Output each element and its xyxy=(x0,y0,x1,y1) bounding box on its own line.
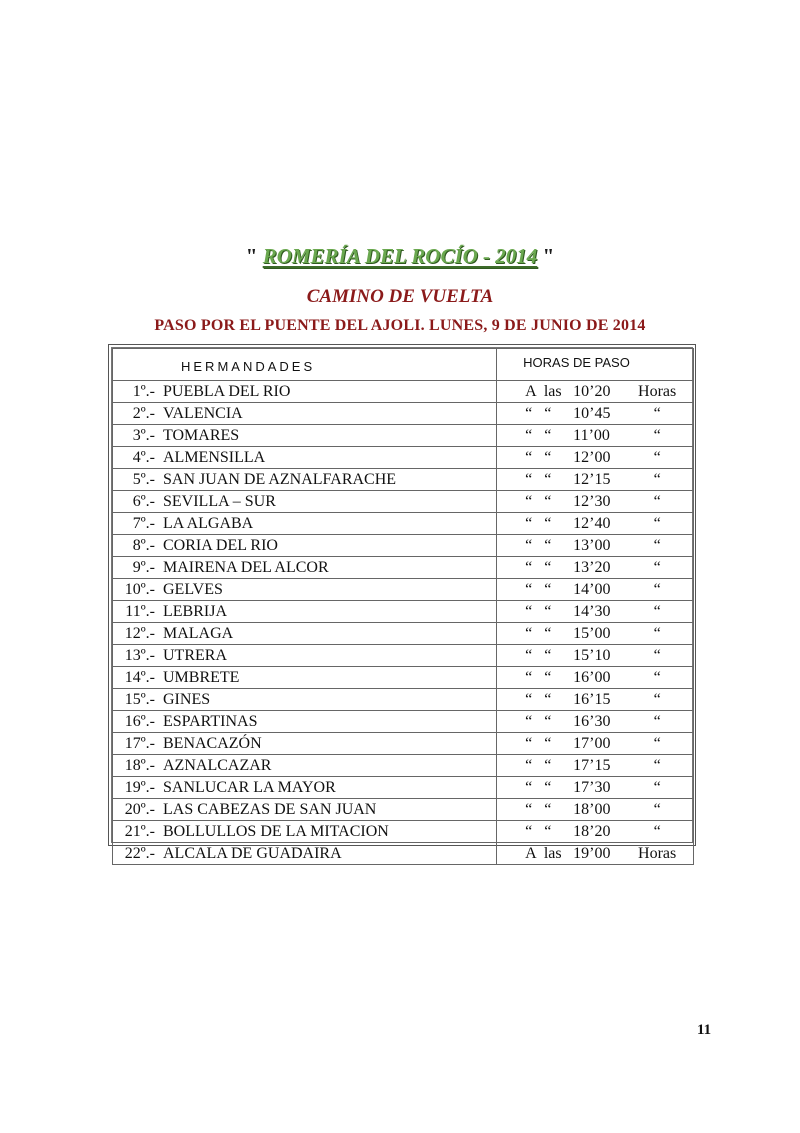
table-row xyxy=(113,557,694,579)
time-value: 16’15 xyxy=(573,690,611,708)
document-subtitle: CAMINO DE VUELTA xyxy=(306,286,494,307)
time-prefix: “ “ xyxy=(525,514,552,532)
row-number: 15º.- xyxy=(124,690,155,708)
table-row xyxy=(113,513,694,535)
row-number: 3º.- xyxy=(132,426,155,444)
page-number: 11 xyxy=(697,1022,712,1038)
title-quote-close: " xyxy=(542,244,555,268)
time-cell xyxy=(497,843,694,865)
hermandad-name: UMBRETE xyxy=(163,668,240,686)
title-text: ROMERÍA DEL ROCÍO - 2014 xyxy=(262,244,538,268)
time-prefix: “ “ xyxy=(525,470,552,488)
row-number: 7º.- xyxy=(132,514,155,532)
time-value: 13’20 xyxy=(573,558,611,576)
hermandad-cell xyxy=(113,777,497,799)
time-suffix: “ xyxy=(653,668,661,686)
row-number: 16º.- xyxy=(124,712,155,730)
hermandad-cell xyxy=(113,601,497,623)
time-cell xyxy=(497,557,694,579)
hermandad-cell xyxy=(113,755,497,777)
time-value: 12’30 xyxy=(573,492,611,510)
time-prefix: A las xyxy=(525,382,562,400)
time-value: 14’00 xyxy=(573,580,611,598)
row-number: 9º.- xyxy=(132,558,155,576)
time-prefix: “ “ xyxy=(525,690,552,708)
hermandad-name: SANLUCAR LA MAYOR xyxy=(163,778,336,796)
table-row xyxy=(113,711,694,733)
table-row xyxy=(113,601,694,623)
time-value: 10’20 xyxy=(573,382,611,400)
time-value: 15’10 xyxy=(573,646,611,664)
time-prefix: “ “ xyxy=(525,536,552,554)
time-suffix: “ xyxy=(653,602,661,620)
time-value: 18’00 xyxy=(573,800,611,818)
hermandad-cell xyxy=(113,447,497,469)
row-number: 11º.- xyxy=(125,602,155,620)
time-cell xyxy=(497,403,694,425)
time-cell xyxy=(497,645,694,667)
header-hermandades: HERMANDADES xyxy=(181,359,316,374)
hermandad-cell xyxy=(113,425,497,447)
row-number: 10º.- xyxy=(124,580,155,598)
hermandad-cell xyxy=(113,799,497,821)
time-value: 17’30 xyxy=(573,778,611,796)
table-row xyxy=(113,821,694,843)
time-cell xyxy=(497,579,694,601)
time-value: 17’15 xyxy=(573,756,611,774)
time-prefix: “ “ xyxy=(525,558,552,576)
hermandad-name: VALENCIA xyxy=(163,404,243,422)
header-horas-de-paso: HORAS DE PASO xyxy=(523,355,630,370)
time-prefix: “ “ xyxy=(525,646,552,664)
table-row xyxy=(113,645,694,667)
hermandad-cell xyxy=(113,843,497,865)
time-prefix: “ “ xyxy=(525,580,552,598)
table-row xyxy=(113,777,694,799)
time-suffix: “ xyxy=(653,514,661,532)
table-row xyxy=(113,623,694,645)
row-number: 2º.- xyxy=(132,404,155,422)
hermandad-cell xyxy=(113,667,497,689)
hermandad-name: LA ALGABA xyxy=(163,514,254,532)
time-value: 13’00 xyxy=(573,536,611,554)
hermandad-name: ALCALA DE GUADAIRA xyxy=(163,844,342,862)
hermandad-cell xyxy=(113,711,497,733)
table-row xyxy=(113,667,694,689)
time-cell xyxy=(497,623,694,645)
table-row xyxy=(113,755,694,777)
time-cell xyxy=(497,777,694,799)
row-number: 19º.- xyxy=(124,778,155,796)
row-number: 5º.- xyxy=(132,470,155,488)
table-row xyxy=(113,381,694,403)
time-cell xyxy=(497,447,694,469)
time-cell xyxy=(497,491,694,513)
time-value: 19’00 xyxy=(573,844,611,862)
time-value: 10’45 xyxy=(573,404,611,422)
hermandad-cell xyxy=(113,733,497,755)
time-value: 15’00 xyxy=(573,624,611,642)
time-cell xyxy=(497,689,694,711)
time-prefix: “ “ xyxy=(525,668,552,686)
hermandad-cell xyxy=(113,579,497,601)
time-cell xyxy=(497,711,694,733)
row-number: 4º.- xyxy=(132,448,155,466)
time-prefix: “ “ xyxy=(525,778,552,796)
time-cell xyxy=(497,821,694,843)
header-horas-cell xyxy=(497,349,694,381)
time-suffix: “ xyxy=(653,756,661,774)
hermandad-name: LEBRIJA xyxy=(163,602,227,620)
hermandad-name: TOMARES xyxy=(163,426,240,444)
time-suffix: “ xyxy=(653,690,661,708)
time-prefix: “ “ xyxy=(525,624,552,642)
table-row xyxy=(113,469,694,491)
time-suffix: “ xyxy=(653,426,661,444)
time-suffix: “ xyxy=(653,536,661,554)
hermandad-cell xyxy=(113,623,497,645)
row-number: 8º.- xyxy=(132,536,155,554)
time-prefix: “ “ xyxy=(525,404,552,422)
time-cell xyxy=(497,425,694,447)
time-cell xyxy=(497,535,694,557)
hermandad-name: CORIA DEL RIO xyxy=(163,536,278,554)
time-suffix: “ xyxy=(653,404,661,422)
document-title xyxy=(0,243,800,269)
row-number: 13º.- xyxy=(124,646,155,664)
time-suffix: “ xyxy=(653,800,661,818)
hermandad-name: UTRERA xyxy=(163,646,227,664)
time-cell xyxy=(497,513,694,535)
time-suffix: “ xyxy=(653,448,661,466)
time-suffix: Horas xyxy=(638,382,677,400)
time-prefix: “ “ xyxy=(525,712,552,730)
row-number: 21º.- xyxy=(124,822,155,840)
hermandad-cell xyxy=(113,403,497,425)
time-suffix: “ xyxy=(653,580,661,598)
time-suffix: “ xyxy=(653,492,661,510)
hermandad-name: GELVES xyxy=(163,580,223,598)
time-prefix: “ “ xyxy=(525,448,552,466)
time-prefix: “ “ xyxy=(525,492,552,510)
time-value: 16’30 xyxy=(573,712,611,730)
hermandad-name: MALAGA xyxy=(163,624,234,642)
hermandad-cell xyxy=(113,821,497,843)
time-value: 12’15 xyxy=(573,470,611,488)
table-row xyxy=(113,491,694,513)
hermandad-cell xyxy=(113,381,497,403)
row-number: 17º.- xyxy=(124,734,155,752)
table-row xyxy=(113,689,694,711)
time-suffix: “ xyxy=(653,778,661,796)
hermandad-name: MAIRENA DEL ALCOR xyxy=(163,558,329,576)
table-row xyxy=(113,535,694,557)
time-cell xyxy=(497,733,694,755)
hermandad-name: BENACAZÓN xyxy=(163,734,262,752)
table-row xyxy=(113,733,694,755)
table-row xyxy=(113,843,694,865)
time-prefix: “ “ xyxy=(525,426,552,444)
table-row xyxy=(113,579,694,601)
time-prefix: “ “ xyxy=(525,822,552,840)
hermandad-name: SAN JUAN DE AZNALFARACHE xyxy=(163,470,397,488)
hermandad-cell xyxy=(113,535,497,557)
hermandad-cell xyxy=(113,645,497,667)
time-cell xyxy=(497,469,694,491)
hermandad-name: SEVILLA – SUR xyxy=(163,492,276,510)
row-number: 1º.- xyxy=(132,382,155,400)
schedule-table xyxy=(112,348,694,865)
document-heading: PASO POR EL PUENTE DEL AJOLI. LUNES, 9 DE JUNIO DE 2014 xyxy=(154,317,646,334)
hermandad-cell xyxy=(113,469,497,491)
time-cell xyxy=(497,755,694,777)
time-suffix: “ xyxy=(653,470,661,488)
hermandad-name: PUEBLA DEL RIO xyxy=(163,382,291,400)
time-value: 12’40 xyxy=(573,514,611,532)
table-header-row xyxy=(113,349,694,381)
table-row xyxy=(113,425,694,447)
time-value: 17’00 xyxy=(573,734,611,752)
time-value: 11’00 xyxy=(573,426,610,444)
row-number: 22º.- xyxy=(124,844,155,862)
time-cell xyxy=(497,799,694,821)
time-cell xyxy=(497,381,694,403)
row-number: 20º.- xyxy=(124,800,155,818)
time-value: 14’30 xyxy=(573,602,611,620)
time-cell xyxy=(497,601,694,623)
time-suffix: “ xyxy=(653,646,661,664)
time-value: 18’20 xyxy=(573,822,611,840)
header-hermandades-cell xyxy=(113,349,497,381)
hermandad-name: BOLLULLOS DE LA MITACION xyxy=(163,822,389,840)
hermandad-name: GINES xyxy=(163,690,211,708)
title-quote-open: " xyxy=(245,244,258,268)
time-suffix: Horas xyxy=(638,844,677,862)
time-prefix: A las xyxy=(525,844,562,862)
hermandad-cell xyxy=(113,557,497,579)
row-number: 12º.- xyxy=(124,624,155,642)
time-suffix: “ xyxy=(653,558,661,576)
time-suffix: “ xyxy=(653,822,661,840)
hermandad-cell xyxy=(113,513,497,535)
hermandad-name: AZNALCAZAR xyxy=(163,756,272,774)
time-prefix: “ “ xyxy=(525,734,552,752)
time-cell xyxy=(497,667,694,689)
time-prefix: “ “ xyxy=(525,800,552,818)
table-row xyxy=(113,447,694,469)
row-number: 14º.- xyxy=(124,668,155,686)
time-value: 12’00 xyxy=(573,448,611,466)
row-number: 6º.- xyxy=(132,492,155,510)
time-suffix: “ xyxy=(653,624,661,642)
time-suffix: “ xyxy=(653,734,661,752)
schedule-table-frame xyxy=(108,344,696,862)
hermandad-name: ESPARTINAS xyxy=(163,712,258,730)
hermandad-cell xyxy=(113,689,497,711)
hermandad-name: LAS CABEZAS DE SAN JUAN xyxy=(163,800,377,818)
time-value: 16’00 xyxy=(573,668,611,686)
hermandad-name: ALMENSILLA xyxy=(163,448,266,466)
time-prefix: “ “ xyxy=(525,602,552,620)
hermandad-cell xyxy=(113,491,497,513)
table-row xyxy=(113,403,694,425)
time-suffix: “ xyxy=(653,712,661,730)
row-number: 18º.- xyxy=(124,756,155,774)
time-prefix: “ “ xyxy=(525,756,552,774)
table-row xyxy=(113,799,694,821)
